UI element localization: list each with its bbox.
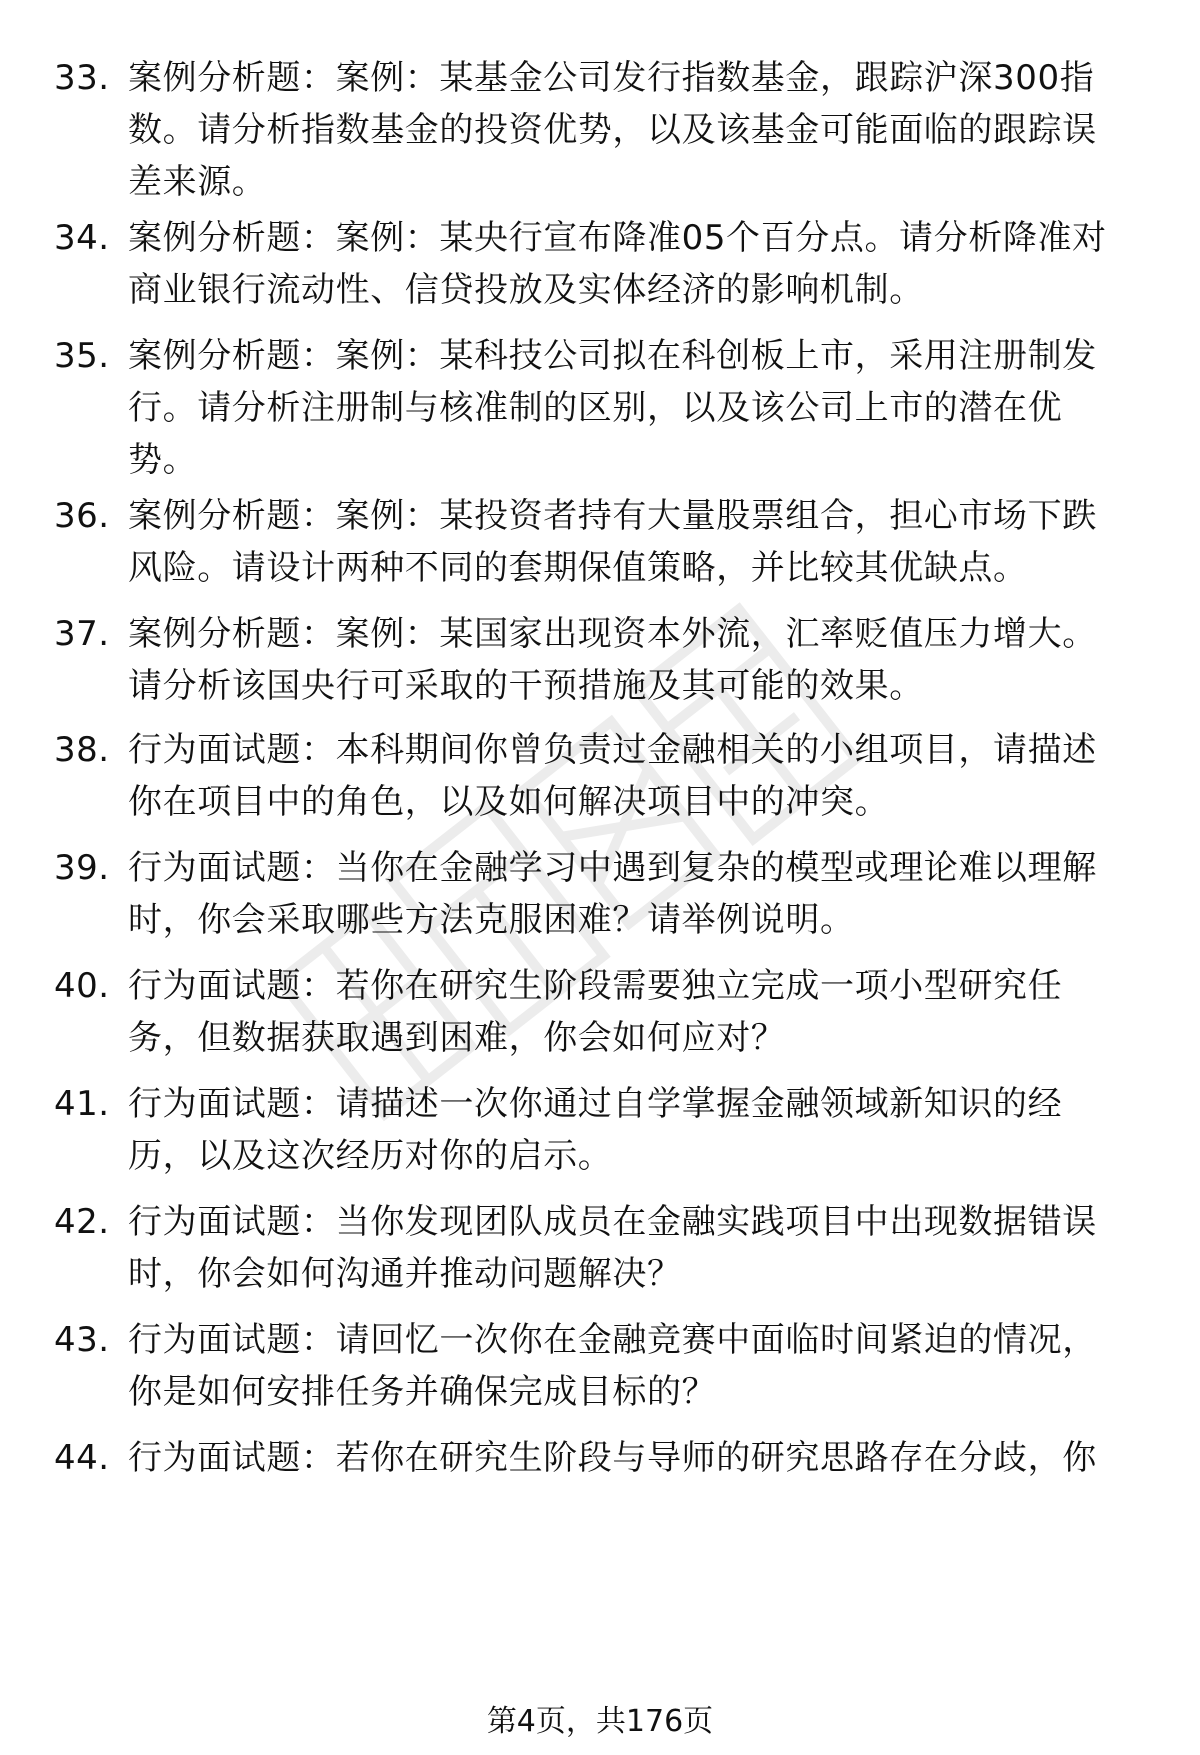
question-number: 36. [54,496,110,536]
question-text-line: 行。请分析注册制与核准制的区别，以及该公司上市的潜在优 [128,388,1063,428]
question-number: 42. [54,1202,110,1242]
question-text-line: 你在项目中的角色，以及如何解决项目中的冲突。 [128,782,890,822]
question-text-line: 务，但数据获取遇到困难，你会如何应对？ [128,1018,786,1058]
question-number: 41. [54,1084,110,1124]
question-number: 44. [54,1438,110,1478]
question-text-line: 行为面试题：若你在研究生阶段与导师的研究思路存在分歧，你 [128,1438,1097,1478]
question-text-line: 案例分析题：案例：某科技公司拟在科创板上市，采用注册制发 [128,336,1097,376]
question-text-line: 时，你会采取哪些方法克服困难？请举例说明。 [128,900,855,940]
question-number: 34. [54,218,110,258]
question-text-line: 案例分析题：案例：某投资者持有大量股票组合，担心市场下跌 [128,496,1097,536]
question-text-line: 请分析该国央行可采取的干预措施及其可能的效果。 [128,666,924,706]
question-text-line: 时，你会如何沟通并推动问题解决？ [128,1254,682,1294]
question-text-line: 差来源。 [128,162,267,202]
question-text-line: 行为面试题：当你发现团队成员在金融实践项目中出现数据错误 [128,1202,1097,1242]
question-text-line: 行为面试题：若你在研究生阶段需要独立完成一项小型研究任 [128,966,1063,1006]
question-text-line: 数。请分析指数基金的投资优势，以及该基金可能面临的跟踪误 [128,110,1097,150]
question-number: 35. [54,336,110,376]
question-text-line: 行为面试题：请描述一次你通过自学掌握金融领域新知识的经 [128,1084,1063,1124]
question-number: 40. [54,966,110,1006]
question-number: 39. [54,848,110,888]
question-text-line: 商业银行流动性、信贷投放及实体经济的影响机制。 [128,270,924,310]
question-number: 33. [54,58,110,98]
question-text-line: 行为面试题：请回忆一次你在金融竞赛中面临时间紧迫的情况， [128,1320,1097,1360]
question-number: 38. [54,730,110,770]
question-number: 37. [54,614,110,654]
question-text-line: 行为面试题：本科期间你曾负责过金融相关的小组项目，请描述 [128,730,1097,770]
page-number-footer: 第4页，共176页 [486,1704,714,1739]
question-text-line: 历，以及这次经历对你的启示。 [128,1136,613,1176]
question-text-line: 势。 [128,440,198,480]
question-text-line: 你是如何安排任务并确保完成目标的？ [128,1372,717,1412]
question-text-line: 案例分析题：案例：某基金公司发行指数基金，跟踪沪深300指 [128,58,1095,98]
question-text-line: 案例分析题：案例：某国家出现资本外流，汇率贬值压力增大。 [128,614,1097,654]
question-text-line: 案例分析题：案例：某央行宣布降准05个百分点。请分析降准对 [128,218,1107,258]
question-text-line: 行为面试题：当你在金融学习中遇到复杂的模型或理论难以理解 [128,848,1097,888]
question-number: 43. [54,1320,110,1360]
question-text-line: 风险。请设计两种不同的套期保值策略，并比较其优缺点。 [128,548,1028,588]
